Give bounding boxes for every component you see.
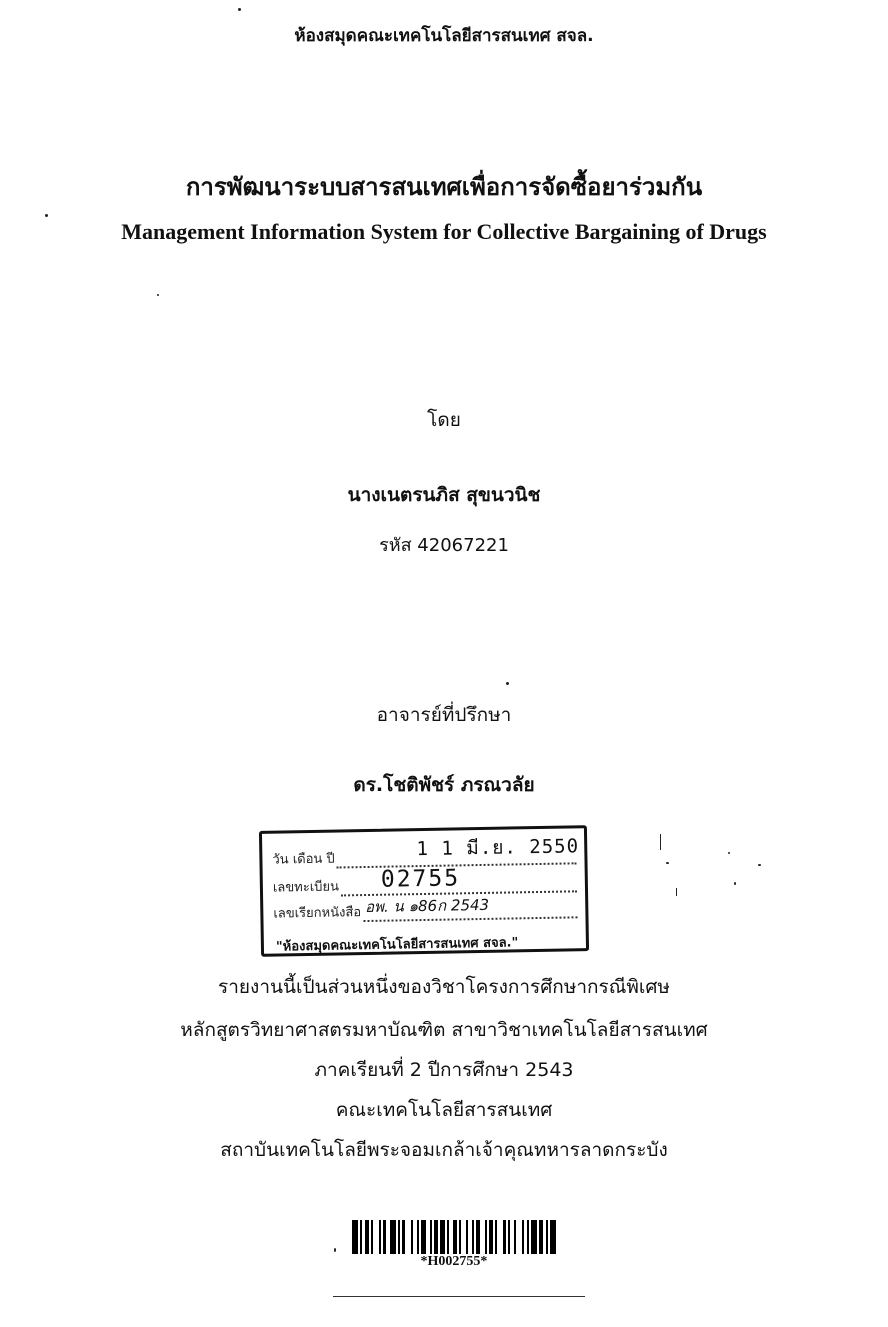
stamp-date-field bbox=[336, 835, 580, 868]
author-name: นางเนตรนภิส สุขนวนิช bbox=[347, 484, 541, 506]
scan-speck bbox=[666, 862, 669, 864]
stamp-call-value: อพ. น ๑86ก 2543 bbox=[364, 895, 490, 917]
scan-speck bbox=[157, 294, 159, 296]
scan-speck bbox=[238, 8, 241, 11]
scan-speck bbox=[660, 834, 661, 850]
scan-speck bbox=[758, 864, 761, 866]
scan-speck bbox=[728, 852, 730, 854]
stamp-call-label: เลขเรียกหนังสือ bbox=[273, 905, 362, 922]
stamp-date-label: วัน เดือน ปี bbox=[272, 851, 335, 868]
stamp-library-line: "ห้องสมุดคณะเทคโนโลยีสารสนเทศ สจล." bbox=[275, 935, 519, 955]
stamp-date-value: 1 1 มี.ย. 2550 bbox=[416, 835, 580, 861]
report-note: รายงานนี้เป็นส่วนหนึ่งของวิชาโครงการศึกษากรณีพิเศษ bbox=[218, 976, 670, 998]
advisor-name: ดร.โชติพัชร์ ภรณวลัย bbox=[353, 774, 535, 796]
barcode-bars bbox=[352, 1220, 556, 1254]
english-title: Management Information System for Collective Bargaining of Drugs bbox=[121, 219, 767, 244]
thai-title: การพัฒนาระบบสารสนเทศเพื่อการจัดซื้อยาร่วมกัน bbox=[185, 173, 703, 201]
barcode-bar bbox=[550, 1220, 556, 1254]
scan-speck bbox=[676, 888, 677, 896]
advisor-label: อาจารย์ที่ปรึกษา bbox=[376, 704, 512, 726]
stamp-call-field bbox=[363, 890, 578, 922]
institute-line: สถาบันเทคโนโลยีพระจอมเกล้าเจ้าคุณทหารลาดกระบัง bbox=[220, 1139, 668, 1161]
library-header: ห้องสมุดคณะเทคโนโลยีสารสนเทศ สจล. bbox=[294, 26, 594, 46]
stamp-reg-label: เลขทะเบียน bbox=[272, 879, 340, 896]
stamp-call-row bbox=[273, 892, 577, 923]
stamp-reg-value: 02755 bbox=[380, 865, 461, 893]
scan-speck bbox=[334, 1248, 336, 1252]
scan-speck bbox=[734, 882, 736, 885]
student-id: รหัส 42067221 bbox=[379, 535, 509, 556]
by-label: โดย bbox=[427, 409, 461, 431]
scan-speck bbox=[45, 214, 48, 217]
library-stamp bbox=[259, 825, 589, 957]
faculty-line: คณะเทคโนโลยีสารสนเทศ bbox=[335, 1099, 553, 1121]
semester-line: ภาคเรียนที่ 2 ปีการศึกษา 2543 bbox=[314, 1059, 574, 1081]
barcode-number: *H002755* bbox=[420, 1254, 488, 1269]
scan-speck bbox=[506, 682, 509, 685]
bottom-rule bbox=[333, 1296, 585, 1297]
program-line: หลักสูตรวิทยาศาสตรมหาบัณฑิต สาขาวิชาเทคโนโลยีสารสนเทศ bbox=[180, 1019, 708, 1041]
